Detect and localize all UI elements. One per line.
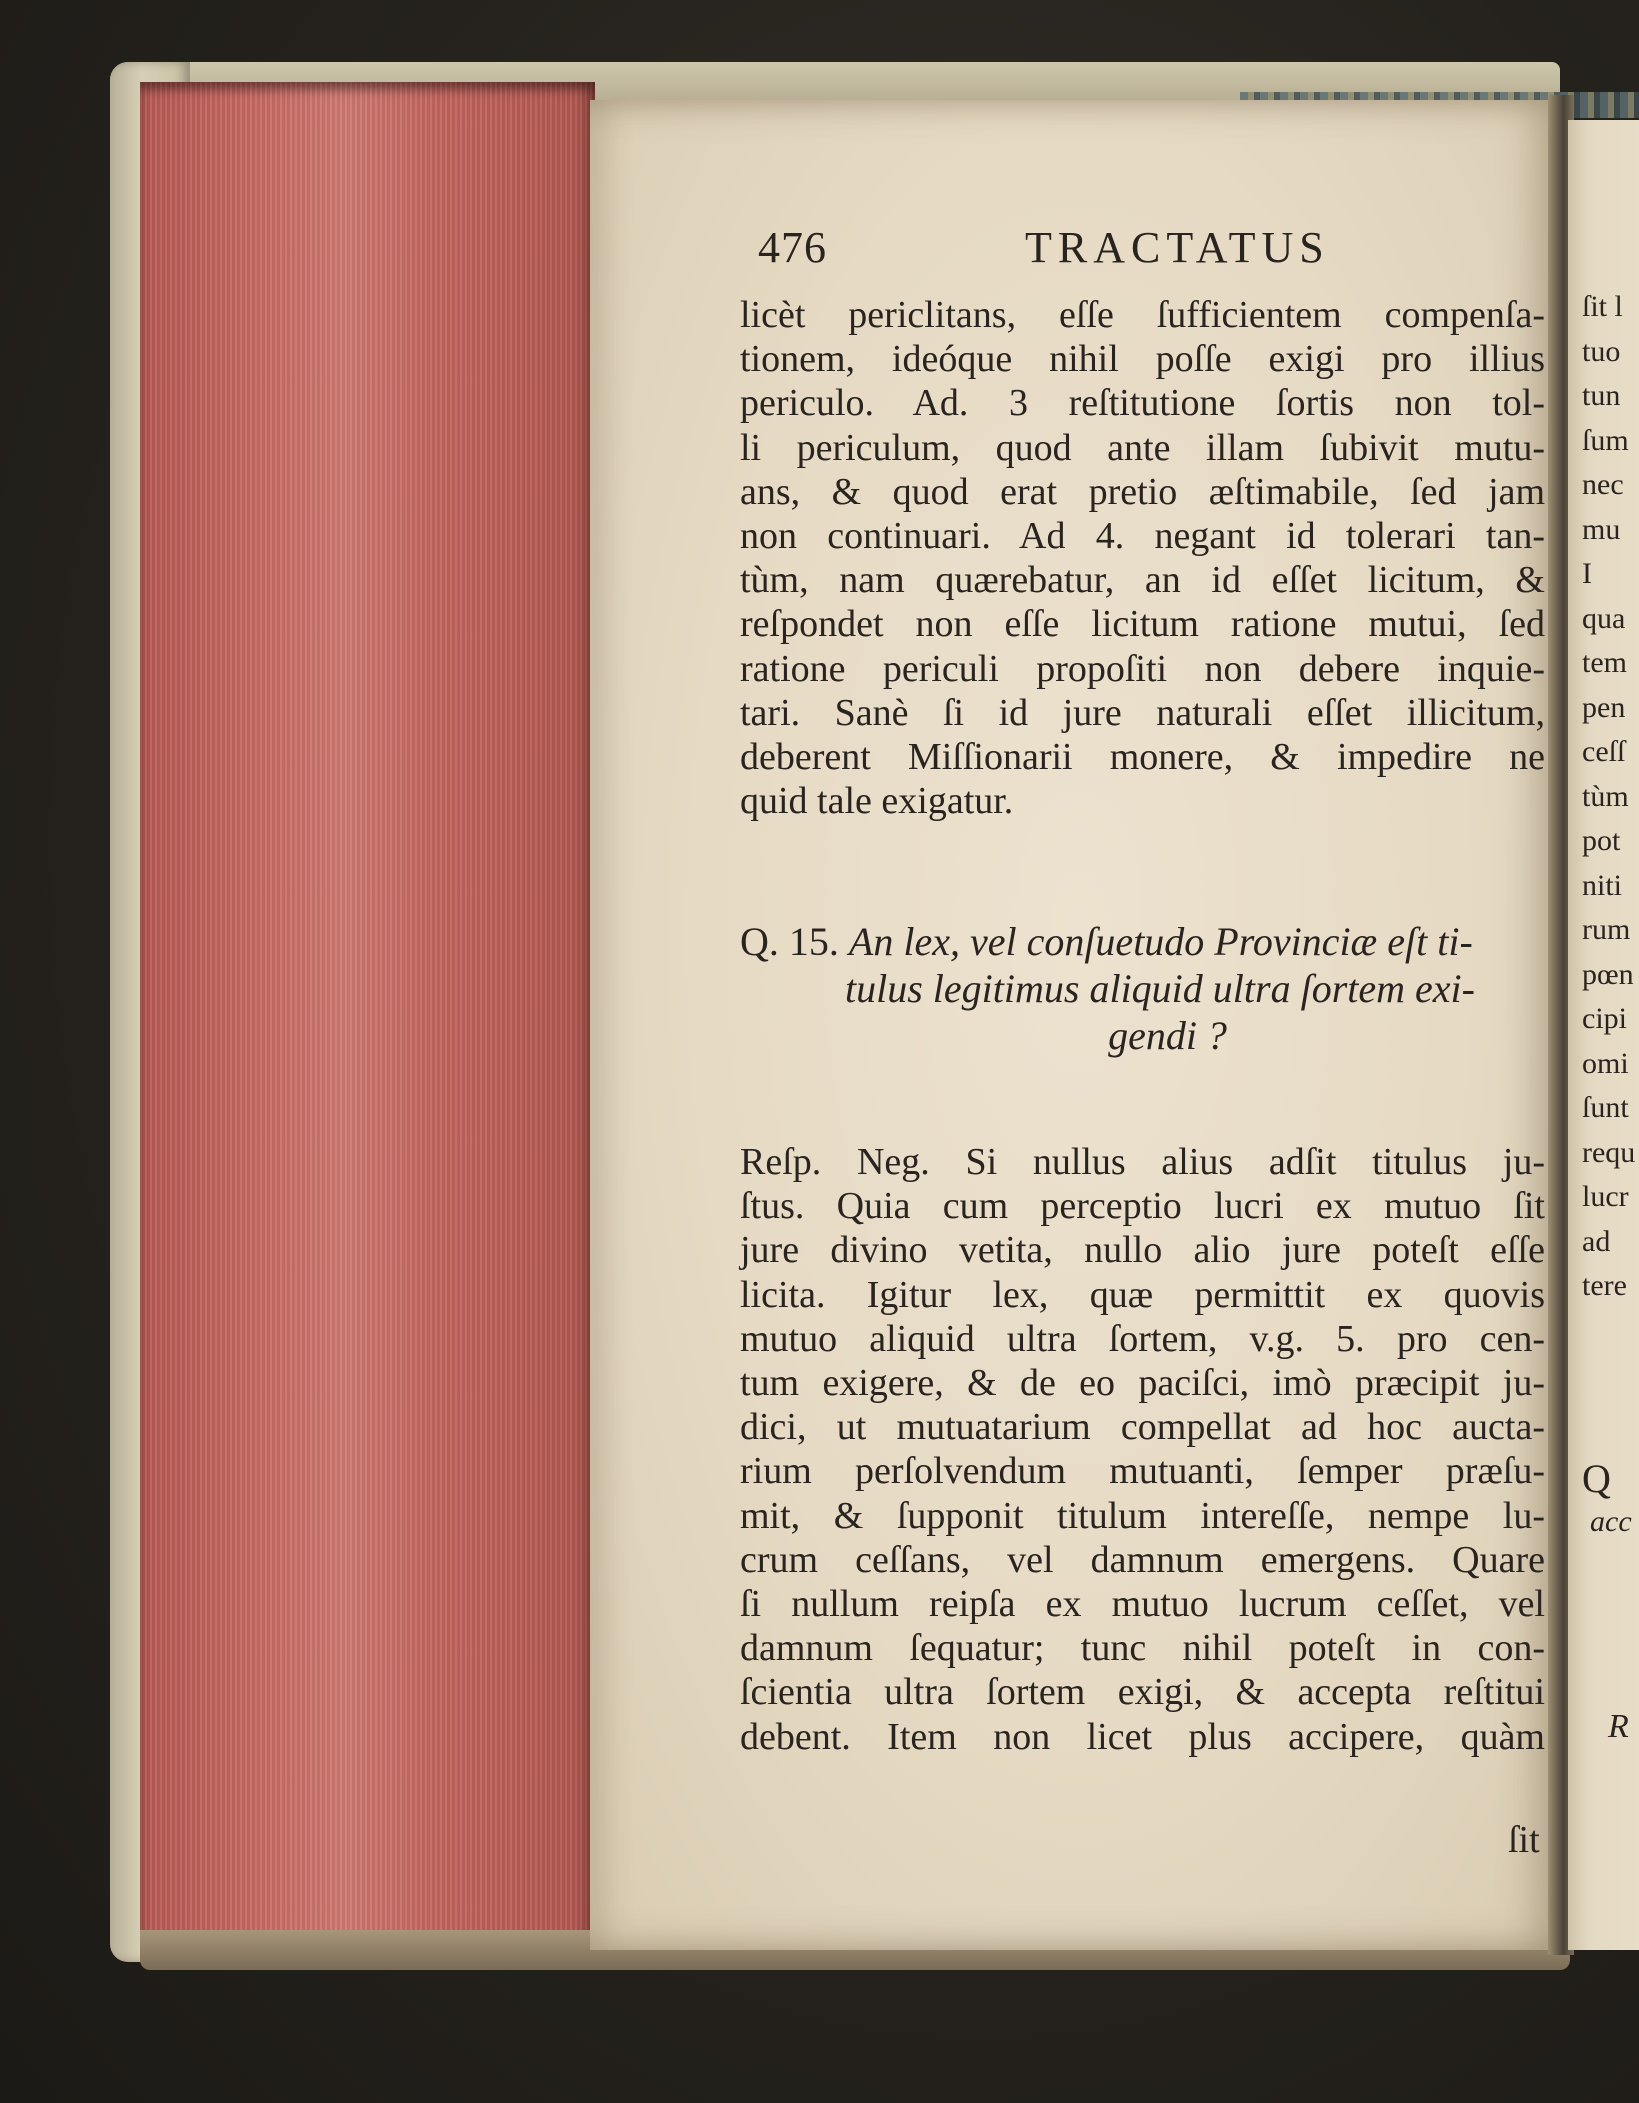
facing-page-q: Q [1582, 1456, 1611, 1501]
fragment: pœn [1582, 957, 1634, 991]
question-line-1 [740, 918, 1545, 965]
text-line: rium perſolvendum mutuanti, ſemper præſu- [740, 1450, 1545, 1493]
text-line: ſcientia ultra ſortem exigi, & accepta reſtitui [740, 1671, 1545, 1714]
fragment: rum [1582, 913, 1631, 946]
fragment: ſit l [1582, 290, 1623, 323]
text-line: licèt periclitans, eſſe ſufficientem compenſa- [740, 294, 1545, 336]
question-text-3: gendi ? [1108, 1013, 1227, 1058]
fragment: omi [1582, 1046, 1629, 1080]
text-line: crum ceſſans, vel damnum emergens. Quare [740, 1538, 1545, 1581]
page-number: 476 [758, 223, 827, 272]
paragraph-1 [740, 293, 1545, 823]
text-line: mit, & ſupponit titulum intereſſe, nempe lu- [740, 1494, 1545, 1537]
question-label: Q. 15. [740, 919, 839, 964]
fragment: tùm [1582, 779, 1629, 813]
text-line: tari. Sanè ſi id jure naturali eſſet illicitum, [740, 691, 1545, 734]
fragment: cipi [1582, 1002, 1627, 1035]
text-line: Reſp. Neg. Si nullus alius adſit titulus ju- [740, 1141, 1545, 1183]
text-line: tum exigere, & de eo paciſci, imò præcipit ju- [740, 1362, 1545, 1405]
text-line: tùm, nam quærebatur, an id eſſet licitum, & [740, 559, 1545, 602]
question-text-2: tulus legitimus aliquid ultra ſortem exi- [845, 966, 1475, 1011]
fragment: tuo [1582, 334, 1621, 368]
fragment: tem [1582, 646, 1627, 679]
text-line: non continuari. Ad 4. negant id tolerari tan- [740, 515, 1545, 558]
text-line: licita. Igitur lex, quæ permittit ex quovis [740, 1273, 1545, 1316]
red-fore-edge [140, 82, 595, 1952]
text-line: dici, ut mutuatarium compellat ad hoc aucta- [740, 1406, 1545, 1449]
fragment: mu [1582, 512, 1621, 546]
text-line: ſtus. Quia cum perceptio lucri ex mutuo ſit [740, 1185, 1545, 1228]
facing-page-acc: acc [1590, 1505, 1632, 1538]
question-line-2 [740, 965, 1545, 1012]
text-line: tionem, ideóque nihil poſſe exigi pro illius [740, 338, 1545, 381]
question-text-1: An lex, vel conſuetudo Provinciæ eſt ti- [848, 919, 1473, 964]
fragment: requ [1582, 1135, 1636, 1169]
text-line: reſpondet non eſſe licitum ratione mutui, ſed [740, 603, 1545, 646]
text-line: debent. Item non licet plus accipere, quàm [740, 1715, 1545, 1758]
text-line: periculo. Ad. 3 reſtitutione ſortis non tol- [740, 382, 1545, 425]
fragment: ad [1582, 1224, 1611, 1258]
text-line: mutuo aliquid ultra ſortem, v.g. 5. pro cen- [740, 1317, 1545, 1360]
text-line: damnum ſequatur; tunc nihil poteſt in con- [740, 1627, 1545, 1670]
text-line: ans, & quod erat pretio æſtimabile, ſed jam [740, 470, 1545, 513]
catchword: ſit [1508, 1819, 1540, 1861]
facing-page-fragments [1582, 285, 1635, 1309]
fragment: pot [1582, 824, 1621, 857]
fragment: ſunt [1582, 1091, 1629, 1124]
fragment: nec [1582, 468, 1624, 501]
fragment: ſum [1582, 423, 1629, 457]
question-line-3 [740, 1012, 1545, 1059]
text-line: deberent Miſſionarii monere, & impedire ne [740, 736, 1545, 779]
fragment: I [1582, 557, 1592, 590]
fragment: tun [1582, 379, 1621, 412]
running-head: TRACTATUS [1025, 223, 1330, 272]
fragment: niti [1582, 868, 1623, 902]
fragment: qua [1582, 601, 1626, 635]
text-line: quid tale exigatur. [740, 780, 1014, 823]
text-line: ſi nullum reipſa ex mutuo lucrum ceſſet, vel [740, 1583, 1545, 1626]
text-line: li periculum, quod ante illam ſubivit mutu- [740, 426, 1545, 469]
fragment: ceſſ [1582, 735, 1626, 768]
text-line: jure divino vetita, nullo alio jure poteſt eſſe [740, 1229, 1545, 1272]
paragraph-2 [740, 1140, 1545, 1759]
text-line: ratione periculi propoſiti non debere inquie- [740, 647, 1545, 690]
fragment: pen [1582, 690, 1626, 724]
question-heading [740, 918, 1545, 1059]
fragment: tere [1582, 1269, 1627, 1302]
facing-page-r: R [1608, 1708, 1629, 1745]
fragment: lucr [1582, 1180, 1629, 1213]
